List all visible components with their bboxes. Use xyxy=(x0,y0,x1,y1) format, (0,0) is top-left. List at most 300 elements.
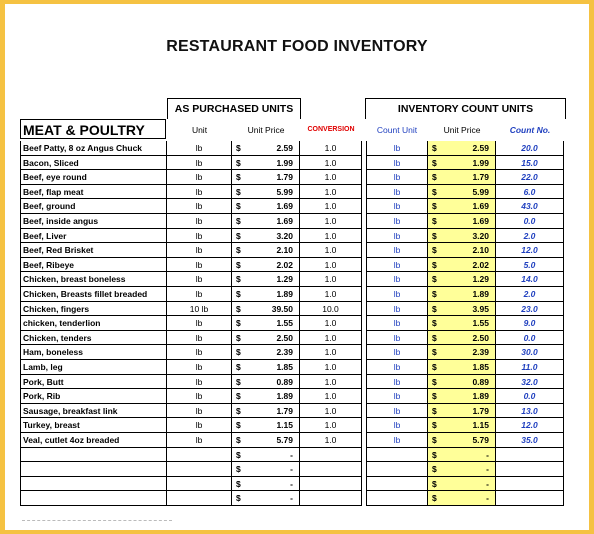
table-row xyxy=(20,185,565,200)
conversion-cell[interactable]: 1.0 xyxy=(300,258,362,273)
table-row xyxy=(20,418,565,433)
currency-symbol: $ xyxy=(236,274,241,285)
count-unit-price-value: 3.20 xyxy=(472,230,489,241)
count-unit-column-header: Count Unit xyxy=(376,125,418,135)
table-row xyxy=(20,477,565,492)
count-unit-cell[interactable]: lb xyxy=(366,375,428,390)
conversion-cell[interactable]: 1.0 xyxy=(300,345,362,360)
table-row xyxy=(20,345,565,360)
count-unit-price-value: 1.79 xyxy=(472,172,489,183)
currency-symbol: $ xyxy=(236,420,241,431)
currency-symbol: $ xyxy=(432,216,437,226)
unit-cell[interactable]: lb xyxy=(167,199,232,214)
conversion-cell[interactable]: 1.0 xyxy=(300,331,362,346)
currency-symbol: $ xyxy=(432,318,437,329)
item-name-cell[interactable]: chicken, tenderlion xyxy=(20,316,167,331)
table-row xyxy=(20,448,565,463)
currency-symbol: $ xyxy=(236,245,241,256)
count-no-cell[interactable]: 20.0 xyxy=(496,141,564,156)
unit-price-value: - xyxy=(290,493,293,504)
item-name-cell[interactable]: Beef Patty, 8 oz Angus Chuck xyxy=(20,141,167,156)
currency-symbol: $ xyxy=(236,230,241,241)
item-name-cell[interactable]: Chicken, tenders xyxy=(20,331,167,346)
count-unit-cell[interactable]: lb xyxy=(366,170,428,185)
unit-price-value: 5.79 xyxy=(276,435,293,445)
count-unit-cell[interactable]: lb xyxy=(366,258,428,273)
unit-cell[interactable]: lb xyxy=(167,243,232,258)
count-no-cell[interactable]: 35.0 xyxy=(496,433,564,448)
conversion-cell[interactable] xyxy=(300,491,362,506)
count-unit-price-value: 1.79 xyxy=(472,405,489,416)
footer-divider xyxy=(22,520,172,526)
currency-symbol: $ xyxy=(236,186,241,197)
unit-cell[interactable]: lb xyxy=(167,229,232,244)
unit-price-cell[interactable] xyxy=(232,404,300,419)
count-unit-price-value: 1.55 xyxy=(472,318,489,329)
unit-price-value: 2.59 xyxy=(276,143,293,153)
item-name-cell[interactable]: Turkey, breast xyxy=(20,418,167,433)
unit-price-cell[interactable] xyxy=(232,360,300,375)
table-row xyxy=(20,433,565,448)
count-unit-price-value: - xyxy=(486,493,489,504)
count-unit-cell[interactable]: lb xyxy=(366,433,428,448)
unit-price-cell[interactable] xyxy=(232,375,300,390)
count-unit-price-cell[interactable] xyxy=(428,345,496,360)
item-name-cell[interactable]: Ham, boneless xyxy=(20,345,167,360)
unit-price-value: 1.55 xyxy=(276,318,293,329)
unit-price-value: 2.10 xyxy=(276,245,293,256)
item-name-cell[interactable]: Veal, cutlet 4oz breaded xyxy=(20,433,167,448)
item-name-cell[interactable] xyxy=(20,491,167,506)
unit-price-value: 1.89 xyxy=(276,391,293,402)
unit-price-cell[interactable] xyxy=(232,462,300,477)
count-unit-cell[interactable]: lb xyxy=(366,156,428,171)
item-name-cell[interactable]: Beef, Liver xyxy=(20,229,167,244)
conversion-cell[interactable]: 1.0 xyxy=(300,404,362,419)
count-unit-cell[interactable]: lb xyxy=(366,229,428,244)
count-unit-cell[interactable] xyxy=(366,477,428,492)
unit-cell[interactable]: lb xyxy=(167,156,232,171)
currency-symbol: $ xyxy=(236,303,241,314)
count-no-cell[interactable]: 14.0 xyxy=(496,272,564,287)
currency-symbol: $ xyxy=(236,172,241,183)
conversion-cell[interactable]: 1.0 xyxy=(300,375,362,390)
count-no-cell[interactable]: 2.0 xyxy=(496,229,564,244)
count-unit-price-cell[interactable] xyxy=(428,418,496,433)
unit-price-value: 39.50 xyxy=(271,303,293,314)
count-unit-cell[interactable] xyxy=(366,448,428,463)
unit-cell[interactable] xyxy=(167,491,232,506)
currency-symbol: $ xyxy=(236,201,241,212)
unit-price-value: 1.69 xyxy=(276,216,293,226)
table-row xyxy=(20,170,565,185)
conversion-cell[interactable]: 1.0 xyxy=(300,214,362,229)
count-no-cell[interactable]: 13.0 xyxy=(496,404,564,419)
conversion-cell[interactable]: 1.0 xyxy=(300,141,362,156)
count-no-cell[interactable]: 32.0 xyxy=(496,375,564,390)
unit-cell[interactable] xyxy=(167,477,232,492)
currency-symbol: $ xyxy=(236,391,241,402)
item-name-cell[interactable]: Bacon, Sliced xyxy=(20,156,167,171)
currency-symbol: $ xyxy=(432,347,437,358)
table-row xyxy=(20,316,565,331)
count-unit-price-value: 1.29 xyxy=(472,274,489,285)
unit-price-cell[interactable] xyxy=(232,418,300,433)
currency-symbol: $ xyxy=(432,289,437,299)
currency-symbol: $ xyxy=(432,405,437,416)
count-unit-cell[interactable]: lb xyxy=(366,243,428,258)
unit-price-cell[interactable] xyxy=(232,491,300,506)
inventory-count-group-header: INVENTORY COUNT UNITS xyxy=(365,98,566,119)
unit-cell[interactable]: lb xyxy=(167,141,232,156)
unit-cell[interactable]: lb xyxy=(167,418,232,433)
count-unit-price-cell[interactable] xyxy=(428,448,496,463)
table-row xyxy=(20,272,565,287)
unit-price-value: - xyxy=(290,464,293,475)
count-unit-price-value: - xyxy=(486,464,489,475)
table-row xyxy=(20,214,565,229)
count-unit-price-cell[interactable] xyxy=(428,185,496,200)
page-title: RESTAURANT FOOD INVENTORY xyxy=(166,38,428,55)
count-unit-price-value: 2.50 xyxy=(472,332,489,343)
count-no-cell[interactable]: 6.0 xyxy=(496,185,564,200)
count-unit-cell[interactable]: lb xyxy=(366,214,428,229)
currency-symbol: $ xyxy=(236,318,241,329)
currency-symbol: $ xyxy=(236,464,241,475)
count-unit-price-cell[interactable] xyxy=(428,302,496,317)
count-unit-cell[interactable]: lb xyxy=(366,199,428,214)
table-row xyxy=(20,258,565,273)
count-unit-price-cell[interactable] xyxy=(428,433,496,448)
item-name-cell[interactable]: Chicken, Breasts fillet breaded xyxy=(20,287,167,302)
conversion-column-header: CONVERSION xyxy=(307,126,355,133)
unit-price-value: 0.89 xyxy=(276,376,293,387)
count-unit-price-value: 0.89 xyxy=(472,376,489,387)
count-unit-cell[interactable]: lb xyxy=(366,272,428,287)
currency-symbol: $ xyxy=(236,157,241,168)
count-unit-price-value: 1.69 xyxy=(472,201,489,212)
table-row xyxy=(20,389,565,404)
count-no-cell[interactable]: 43.0 xyxy=(496,199,564,214)
count-unit-cell[interactable]: lb xyxy=(366,345,428,360)
currency-symbol: $ xyxy=(236,449,241,460)
table-row xyxy=(20,243,565,258)
currency-symbol: $ xyxy=(432,259,437,270)
unit-price-value: 2.50 xyxy=(276,332,293,343)
count-no-cell[interactable]: 12.0 xyxy=(496,418,564,433)
count-unit-price-cell[interactable] xyxy=(428,389,496,404)
unit-cell[interactable]: lb xyxy=(167,375,232,390)
table-row xyxy=(20,229,565,244)
conversion-cell[interactable]: 1.0 xyxy=(300,418,362,433)
count-unit-cell[interactable]: lb xyxy=(366,316,428,331)
count-unit-price-cell[interactable] xyxy=(428,229,496,244)
count-unit-price-cell[interactable] xyxy=(428,491,496,506)
currency-symbol: $ xyxy=(236,376,241,387)
currency-symbol: $ xyxy=(236,435,241,445)
count-unit-price-column-header: Unit Price xyxy=(443,125,481,135)
conversion-cell[interactable]: 1.0 xyxy=(300,243,362,258)
count-no-cell[interactable]: 30.0 xyxy=(496,345,564,360)
unit-cell[interactable] xyxy=(167,462,232,477)
unit-price-cell[interactable] xyxy=(232,243,300,258)
conversion-cell[interactable]: 1.0 xyxy=(300,156,362,171)
item-name-cell[interactable] xyxy=(20,448,167,463)
count-unit-price-cell[interactable] xyxy=(428,462,496,477)
unit-price-cell[interactable] xyxy=(232,345,300,360)
unit-cell[interactable]: lb xyxy=(167,389,232,404)
unit-cell[interactable]: 10 lb xyxy=(167,302,232,317)
count-unit-cell[interactable]: lb xyxy=(366,287,428,302)
item-name-cell[interactable]: Beef, eye round xyxy=(20,170,167,185)
count-no-cell[interactable]: 5.0 xyxy=(496,258,564,273)
count-unit-cell[interactable] xyxy=(366,491,428,506)
conversion-cell[interactable]: 1.0 xyxy=(300,272,362,287)
count-unit-cell[interactable]: lb xyxy=(366,141,428,156)
item-name-cell[interactable]: Beef, ground xyxy=(20,199,167,214)
count-unit-price-cell[interactable] xyxy=(428,360,496,375)
currency-symbol: $ xyxy=(236,405,241,416)
item-name-cell[interactable]: Beef, flap meat xyxy=(20,185,167,200)
unit-price-value: 1.85 xyxy=(276,362,293,372)
unit-cell[interactable] xyxy=(167,448,232,463)
unit-price-value: 3.20 xyxy=(276,230,293,241)
count-unit-price-value: - xyxy=(486,478,489,489)
unit-price-cell[interactable] xyxy=(232,331,300,346)
table-row xyxy=(20,156,565,171)
conversion-cell[interactable]: 1.0 xyxy=(300,185,362,200)
count-no-cell[interactable]: 0.0 xyxy=(496,214,564,229)
conversion-cell[interactable]: 1.0 xyxy=(300,199,362,214)
conversion-cell[interactable]: 1.0 xyxy=(300,360,362,375)
unit-cell[interactable]: lb xyxy=(167,331,232,346)
conversion-cell[interactable]: 1.0 xyxy=(300,433,362,448)
count-unit-price-cell[interactable] xyxy=(428,156,496,171)
count-unit-price-value: 5.79 xyxy=(472,435,489,445)
count-unit-price-cell[interactable] xyxy=(428,243,496,258)
currency-symbol: $ xyxy=(432,186,437,197)
unit-price-value: 5.99 xyxy=(276,186,293,197)
unit-price-cell[interactable] xyxy=(232,185,300,200)
count-unit-cell[interactable]: lb xyxy=(366,185,428,200)
item-name-cell[interactable]: Beef, Ribeye xyxy=(20,258,167,273)
conversion-cell[interactable]: 1.0 xyxy=(300,316,362,331)
conversion-cell[interactable]: 1.0 xyxy=(300,229,362,244)
count-unit-price-value: 5.99 xyxy=(472,186,489,197)
count-unit-price-cell[interactable] xyxy=(428,272,496,287)
unit-price-value: 1.79 xyxy=(276,172,293,183)
table-row xyxy=(20,302,565,317)
currency-symbol: $ xyxy=(236,362,241,372)
count-no-cell[interactable]: 15.0 xyxy=(496,156,564,171)
count-unit-price-cell[interactable] xyxy=(428,214,496,229)
currency-symbol: $ xyxy=(432,449,437,460)
unit-price-cell[interactable] xyxy=(232,316,300,331)
count-unit-cell[interactable] xyxy=(366,462,428,477)
item-name-cell[interactable]: Beef, inside angus xyxy=(20,214,167,229)
unit-cell[interactable]: lb xyxy=(167,360,232,375)
count-unit-price-cell[interactable] xyxy=(428,199,496,214)
currency-symbol: $ xyxy=(432,303,437,314)
count-no-column-header: Count No. xyxy=(509,125,551,135)
currency-symbol: $ xyxy=(432,435,437,445)
count-unit-price-cell[interactable] xyxy=(428,477,496,492)
currency-symbol: $ xyxy=(432,201,437,212)
table-row xyxy=(20,141,565,156)
count-unit-price-value: 3.95 xyxy=(472,303,489,314)
count-unit-cell[interactable]: lb xyxy=(366,389,428,404)
unit-column-header: Unit xyxy=(191,125,208,135)
unit-price-cell[interactable] xyxy=(232,170,300,185)
unit-price-value: 2.39 xyxy=(276,347,293,358)
count-unit-price-value: 1.85 xyxy=(472,362,489,372)
count-no-cell[interactable]: 23.0 xyxy=(496,302,564,317)
currency-symbol: $ xyxy=(236,493,241,504)
currency-symbol: $ xyxy=(432,332,437,343)
unit-price-value: 1.15 xyxy=(276,420,293,431)
unit-cell[interactable]: lb xyxy=(167,433,232,448)
item-name-cell[interactable]: Pork, Rib xyxy=(20,389,167,404)
count-unit-cell[interactable]: lb xyxy=(366,331,428,346)
count-no-cell[interactable]: 0.0 xyxy=(496,389,564,404)
count-unit-price-value: 2.59 xyxy=(472,143,489,153)
unit-cell[interactable]: lb xyxy=(167,258,232,273)
count-unit-price-cell[interactable] xyxy=(428,404,496,419)
unit-price-value: - xyxy=(290,449,293,460)
currency-symbol: $ xyxy=(432,157,437,168)
table-row xyxy=(20,360,565,375)
table-row xyxy=(20,462,565,477)
unit-price-cell[interactable] xyxy=(232,477,300,492)
unit-price-value: - xyxy=(290,478,293,489)
count-no-cell[interactable]: 0.0 xyxy=(496,331,564,346)
conversion-cell[interactable]: 10.0 xyxy=(300,302,362,317)
unit-price-cell[interactable] xyxy=(232,141,300,156)
currency-symbol: $ xyxy=(432,376,437,387)
unit-price-cell[interactable] xyxy=(232,229,300,244)
unit-cell[interactable]: lb xyxy=(167,345,232,360)
unit-price-value: 1.69 xyxy=(276,201,293,212)
count-no-cell[interactable]: 12.0 xyxy=(496,243,564,258)
unit-price-cell[interactable] xyxy=(232,448,300,463)
unit-price-cell[interactable] xyxy=(232,302,300,317)
unit-price-cell[interactable] xyxy=(232,214,300,229)
currency-symbol: $ xyxy=(236,332,241,343)
count-unit-price-value: - xyxy=(486,449,489,460)
currency-symbol: $ xyxy=(432,230,437,241)
unit-cell[interactable]: lb xyxy=(167,287,232,302)
count-no-cell[interactable] xyxy=(496,448,564,463)
count-unit-price-cell[interactable] xyxy=(428,316,496,331)
currency-symbol: $ xyxy=(432,478,437,489)
table-row xyxy=(20,287,565,302)
count-no-cell[interactable] xyxy=(496,491,564,506)
item-name-cell[interactable] xyxy=(20,477,167,492)
unit-cell[interactable]: lb xyxy=(167,404,232,419)
item-name-cell[interactable]: Chicken, fingers xyxy=(20,302,167,317)
count-unit-price-value: 2.02 xyxy=(472,259,489,270)
currency-symbol: $ xyxy=(236,347,241,358)
category-header: MEAT & POULTRY xyxy=(20,119,166,139)
count-unit-price-value: 2.39 xyxy=(472,347,489,358)
currency-symbol: $ xyxy=(432,274,437,285)
conversion-cell[interactable]: 1.0 xyxy=(300,287,362,302)
count-unit-cell[interactable]: lb xyxy=(366,404,428,419)
count-unit-price-value: 1.89 xyxy=(472,289,489,299)
currency-symbol: $ xyxy=(432,143,437,153)
item-name-cell[interactable] xyxy=(20,462,167,477)
count-unit-price-cell[interactable] xyxy=(428,375,496,390)
unit-price-value: 1.89 xyxy=(276,289,293,299)
unit-price-value: 1.79 xyxy=(276,405,293,416)
currency-symbol: $ xyxy=(432,172,437,183)
item-name-cell[interactable]: Sausage, breakfast link xyxy=(20,404,167,419)
count-unit-price-value: 1.99 xyxy=(472,157,489,168)
item-name-cell[interactable]: Pork, Butt xyxy=(20,375,167,390)
as-purchased-group-header: AS PURCHASED UNITS xyxy=(167,98,301,119)
unit-price-cell[interactable] xyxy=(232,389,300,404)
count-unit-price-value: 2.10 xyxy=(472,245,489,256)
conversion-cell[interactable]: 1.0 xyxy=(300,389,362,404)
count-unit-cell[interactable]: lb xyxy=(366,360,428,375)
table-row xyxy=(20,404,565,419)
conversion-cell[interactable] xyxy=(300,448,362,463)
count-no-cell[interactable]: 2.0 xyxy=(496,287,564,302)
unit-cell[interactable]: lb xyxy=(167,316,232,331)
count-unit-price-cell[interactable] xyxy=(428,287,496,302)
currency-symbol: $ xyxy=(432,493,437,504)
count-no-cell[interactable]: 9.0 xyxy=(496,316,564,331)
unit-cell[interactable]: lb xyxy=(167,272,232,287)
unit-price-value: 2.02 xyxy=(276,259,293,270)
conversion-cell[interactable] xyxy=(300,462,362,477)
conversion-cell[interactable] xyxy=(300,477,362,492)
unit-price-cell[interactable] xyxy=(232,258,300,273)
conversion-cell[interactable]: 1.0 xyxy=(300,170,362,185)
currency-symbol: $ xyxy=(432,464,437,475)
unit-price-cell[interactable] xyxy=(232,272,300,287)
unit-cell[interactable]: lb xyxy=(167,214,232,229)
unit-price-cell[interactable] xyxy=(232,287,300,302)
unit-price-column-header: Unit Price xyxy=(247,125,285,135)
count-no-cell[interactable] xyxy=(496,477,564,492)
unit-cell[interactable]: lb xyxy=(167,170,232,185)
currency-symbol: $ xyxy=(236,289,241,299)
count-unit-price-value: 1.15 xyxy=(472,420,489,431)
count-unit-price-cell[interactable] xyxy=(428,170,496,185)
count-unit-cell[interactable]: lb xyxy=(366,302,428,317)
table-row xyxy=(20,331,565,346)
count-unit-price-cell[interactable] xyxy=(428,141,496,156)
count-no-cell[interactable]: 11.0 xyxy=(496,360,564,375)
item-name-cell[interactable]: Lamb, leg xyxy=(20,360,167,375)
unit-price-cell[interactable] xyxy=(232,156,300,171)
unit-price-cell[interactable] xyxy=(232,433,300,448)
unit-price-cell[interactable] xyxy=(232,199,300,214)
count-unit-price-cell[interactable] xyxy=(428,331,496,346)
count-no-cell[interactable]: 22.0 xyxy=(496,170,564,185)
table-row xyxy=(20,491,565,506)
item-name-cell[interactable]: Chicken, breast boneless xyxy=(20,272,167,287)
count-unit-cell[interactable]: lb xyxy=(366,418,428,433)
unit-cell[interactable]: lb xyxy=(167,185,232,200)
item-name-cell[interactable]: Beef, Red Brisket xyxy=(20,243,167,258)
currency-symbol: $ xyxy=(236,478,241,489)
currency-symbol: $ xyxy=(432,362,437,372)
unit-price-value: 1.99 xyxy=(276,157,293,168)
count-unit-price-cell[interactable] xyxy=(428,258,496,273)
count-no-cell[interactable] xyxy=(496,462,564,477)
